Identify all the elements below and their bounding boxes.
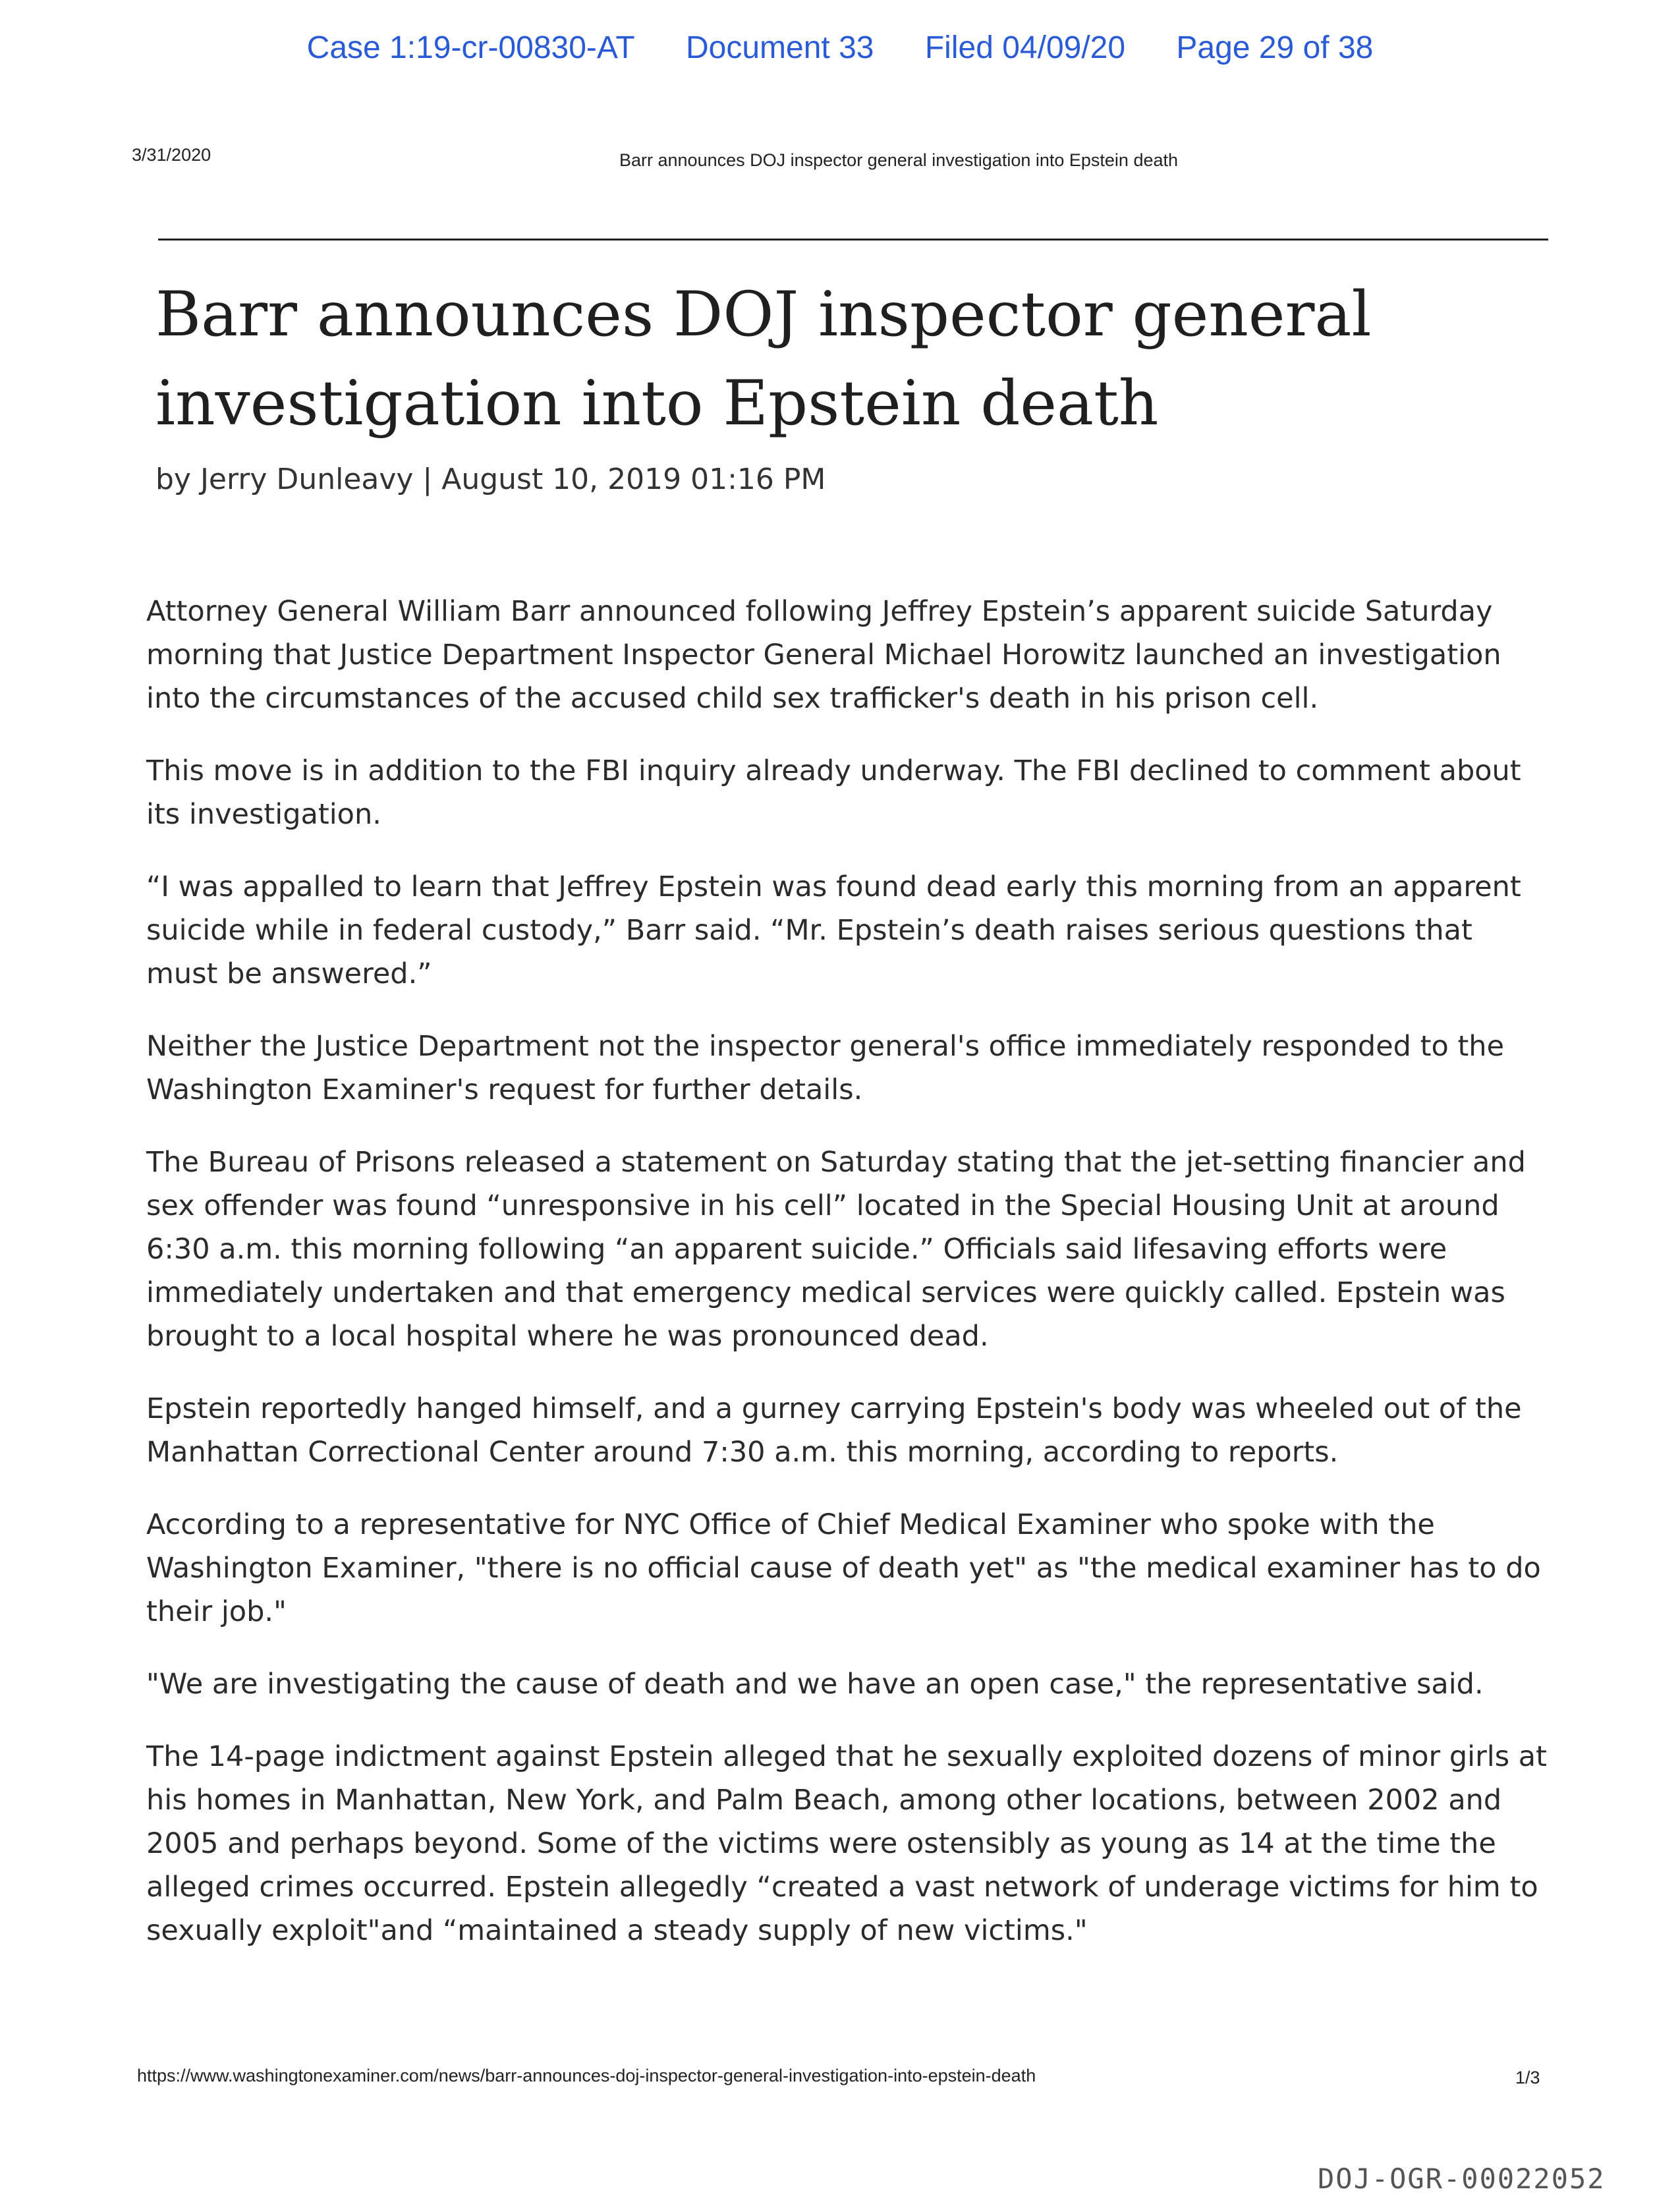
article-paragraph: The Bureau of Prisons released a statement on Saturday stating that the jet-setting financier and sex offender was found “unresponsive in his cell” located in the Special Housing Unit at around 6:30 a.m. this morning following “an apparent suicide.” Officials said lifesaving efforts were immediately undertaken and that emergency medical services were quickly called. Epstein was brought to a local hospital where he was pronounced dead.	[146, 1146, 1526, 1353]
bates-number: DOJ-OGR-00022052	[1318, 2163, 1606, 2195]
article-paragraph: This move is in addition to the FBI inquiry already underway. The FBI declined to comment about its investigation.	[146, 754, 1521, 831]
article-paragraph: Attorney General William Barr announced following Jeffrey Epstein’s apparent suicide Saturday morning that Justice Department Inspector General Michael Horowitz launched an investigation into the circumstances of the accused child sex trafficker's death in his prison cell.	[146, 595, 1501, 715]
case-number: Case 1:19-cr-00830-AT	[306, 30, 635, 65]
filed-date: Filed 04/09/20	[924, 30, 1126, 65]
print-date: 3/31/2020	[132, 145, 211, 165]
court-filing-header	[0, 30, 1680, 66]
footer-url: https://www.washingtonexaminer.com/news/barr-announces-doj-inspector-general-investigation-into-epstein-death	[137, 2066, 1036, 2085]
article-byline: by Jerry Dunleavy | August 10, 2019 01:16 PM	[155, 463, 826, 496]
header-divider	[158, 239, 1548, 241]
page-of-pages: Page 29 of 38	[1176, 30, 1374, 65]
article-paragraph: Neither the Justice Department not the inspector general's office immediately responded to the Washington Examiner's request for further details.	[146, 1030, 1505, 1106]
article-paragraph: According to a representative for NYC Office of Chief Medical Examiner who spoke with the Washington Examiner, "there is no official cause of death yet" as "the medical examiner has to do their job."	[146, 1508, 1541, 1628]
print-page-title: Barr announces DOJ inspector general investigation into Epstein death	[619, 150, 1179, 170]
article-paragraph: "We are investigating the cause of death and we have an open case," the representative said.	[146, 1668, 1484, 1701]
article-headline: Barr announces DOJ inspector general investigation into Epstein death	[155, 279, 1372, 440]
article-body	[146, 590, 1550, 1981]
article-paragraph: “I was appalled to learn that Jeffrey Epstein was found dead early this morning from an apparent suicide while in federal custody,” Barr said. “Mr. Epstein’s death raises serious questions that must be answered.”	[146, 870, 1521, 990]
document-number: Document 33	[686, 30, 874, 65]
footer-page-number: 1/3	[1515, 2068, 1540, 2087]
article-paragraph: The 14-page indictment against Epstein alleged that he sexually exploited dozens of minor girls at his homes in Manhattan, New York, and Palm Beach, among other locations, between 2002 and 2005 and perhaps beyond. Some of the victims were ostensibly as young as 14 at the time the alleged crimes occurred. Epstein allegedly “created a vast network of underage victims for him to sexually exploit"and “maintained a steady supply of new victims."	[146, 1740, 1548, 1947]
article-paragraph: Epstein reportedly hanged himself, and a gurney carrying Epstein's body was wheeled out of the Manhattan Correctional Center around 7:30 a.m. this morning, according to reports.	[146, 1392, 1522, 1469]
